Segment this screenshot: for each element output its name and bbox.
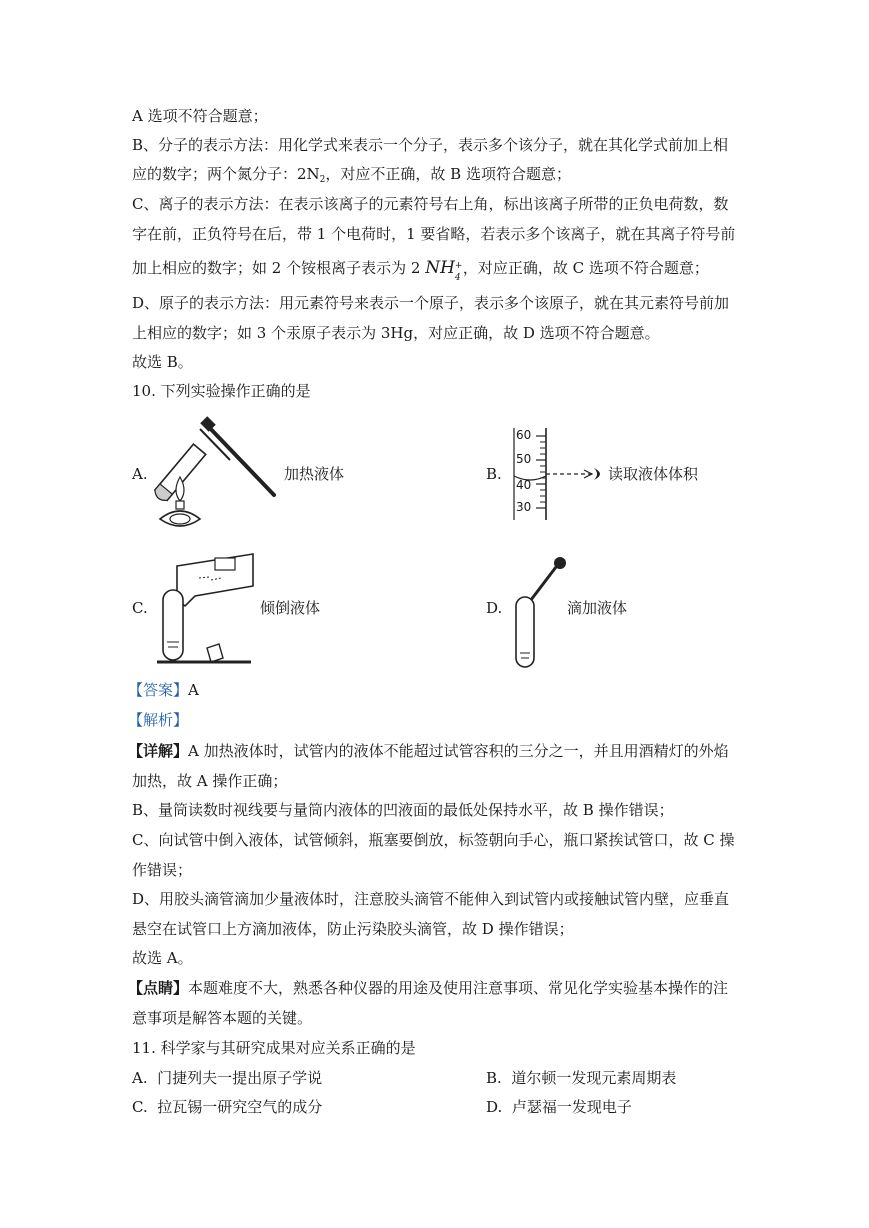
answer-value: A <box>188 681 199 699</box>
q9-line-8: 上相应的数字；如 3 个汞原子表示为 3Hg，对应正确，故 D 选项不符合题意。 <box>132 324 660 342</box>
q11-option-d-text: 卢瑟福一发现电子 <box>511 1098 632 1116</box>
q11-stem: 11. 科学家与其研究成果对应关系正确的是 <box>132 1039 416 1057</box>
q11-option-a <box>132 1068 322 1088</box>
q11-option-b <box>486 1068 676 1088</box>
q10-stem: 10. 下列实验操作正确的是 <box>132 382 311 400</box>
detail-line-5: 作错误； <box>132 861 193 879</box>
q9-line-3 <box>132 164 571 190</box>
option-b-caption: 读取液体体积 <box>608 465 699 483</box>
q11-option-d-letter: D. <box>486 1098 503 1116</box>
detail-line-7: 悬空在试管口上方滴加液体，防止污染胶头滴管，故 D 操作错误； <box>132 920 574 938</box>
comment-line-1 <box>128 978 728 998</box>
q9-line-3-text: 应的数字；两个氮分子：2N <box>132 165 320 183</box>
tick-label-60: 60 <box>516 428 532 442</box>
option-b-letter: B. <box>486 465 502 483</box>
q9-line-4: C、离子的表示方法：在表示该离子的元素符号右上角，标出该离子所带的正负电荷数，数 <box>132 195 729 213</box>
q11-option-c-text: 拉瓦锡一研究空气的成分 <box>157 1098 323 1116</box>
ammonium-symbol: NH <box>425 258 455 278</box>
q11-option-b-text: 道尔顿一发现元素周期表 <box>511 1069 677 1087</box>
ammonium-charge: + <box>454 261 463 271</box>
detail-line-4: C、向试管中倒入液体，试管倾斜，瓶塞要倒放，标签朝向手心，瓶口紧挨试管口，故 C 操 <box>132 831 735 849</box>
tick-label-30: 30 <box>516 500 532 514</box>
q11-option-a-letter: A. <box>132 1069 148 1087</box>
comment-line-1-text: 本题难度不大，熟悉各种仪器的用途及使用注意事项、常见化学实验基本操作的注 <box>188 979 729 997</box>
q11-option-d <box>486 1097 632 1117</box>
answer-tag: 【答案】 <box>128 681 189 699</box>
q11-option-a-text: 门捷列夫一提出原子学说 <box>157 1069 323 1087</box>
option-a-caption: 加热液体 <box>284 465 345 483</box>
dropping-liquid-figure <box>512 555 572 670</box>
n2-subscript: 2 <box>319 175 326 185</box>
q9-line-2: B、分子的表示方法：用化学式来表示一个分子，表示多个该分子，就在其化学式前加上相 <box>132 136 729 154</box>
q9-line-6-text: 加上相应的数字；如 2 个铵根离子表示为 2 <box>132 259 421 277</box>
comment-line-2: 意事项是解答本题的关键。 <box>132 1009 313 1027</box>
ammonium-subscript: 4 <box>454 273 461 283</box>
detail-tag: 【详解】 <box>128 742 189 760</box>
detail-line-2: 加热，故 A 操作正确； <box>132 772 288 790</box>
q11-option-c <box>132 1097 322 1117</box>
tick-label-50: 50 <box>516 452 532 466</box>
ammonium-formula <box>425 258 463 283</box>
option-c-caption: 倾倒液体 <box>260 599 321 617</box>
graduated-cylinder-figure <box>510 428 610 520</box>
detail-line-8: 故选 A。 <box>132 949 193 967</box>
q9-line-7: D、原子的表示方法：用元素符号来表示一个原子，表示多个该原子，就在其元素符号前加 <box>132 294 730 312</box>
q9-line-3-text-b: ，对应不正确，故 B 选项符合题意； <box>325 165 571 183</box>
q9-line-9: 故选 B。 <box>132 353 193 371</box>
q9-line-5: 字在前，正负符号在后，带 1 个电荷时，1 要省略，若表示多个该离子，就在其离子符号前 <box>132 225 736 243</box>
q11-option-b-letter: B. <box>486 1069 502 1087</box>
option-c-letter: C. <box>132 599 148 617</box>
detail-line-3: B、量筒读数时视线要与量筒内液体的凹液面的最低处保持水平，故 B 操作错误； <box>132 801 674 819</box>
q9-line-6 <box>132 258 709 283</box>
pouring-liquid-figure <box>155 550 255 668</box>
comment-tag: 【点睛】 <box>128 979 189 997</box>
tick-label-40: 40 <box>516 478 532 492</box>
option-d-letter: D. <box>486 599 503 617</box>
option-d-caption: 滴加液体 <box>567 599 628 617</box>
q11-option-c-letter: C. <box>132 1098 148 1116</box>
detail-line-1 <box>128 741 729 761</box>
heating-liquid-figure <box>150 415 280 533</box>
answer-line <box>128 680 199 700</box>
option-a-letter: A. <box>132 465 148 483</box>
q9-line-1: A 选项不符合题意； <box>132 107 268 125</box>
q9-line-6-text-b: ，对应正确，故 C 选项不符合题意； <box>462 259 709 277</box>
detail-line-6: D、用胶头滴管滴加少量液体时，注意胶头滴管不能伸入到试管内或接触试管内壁，应垂直 <box>132 890 730 908</box>
analysis-tag: 【解析】 <box>128 711 189 729</box>
detail-line-1-text: A 加热液体时，试管内的液体不能超过试管容积的三分之一，并且用酒精灯的外焰 <box>188 742 729 760</box>
